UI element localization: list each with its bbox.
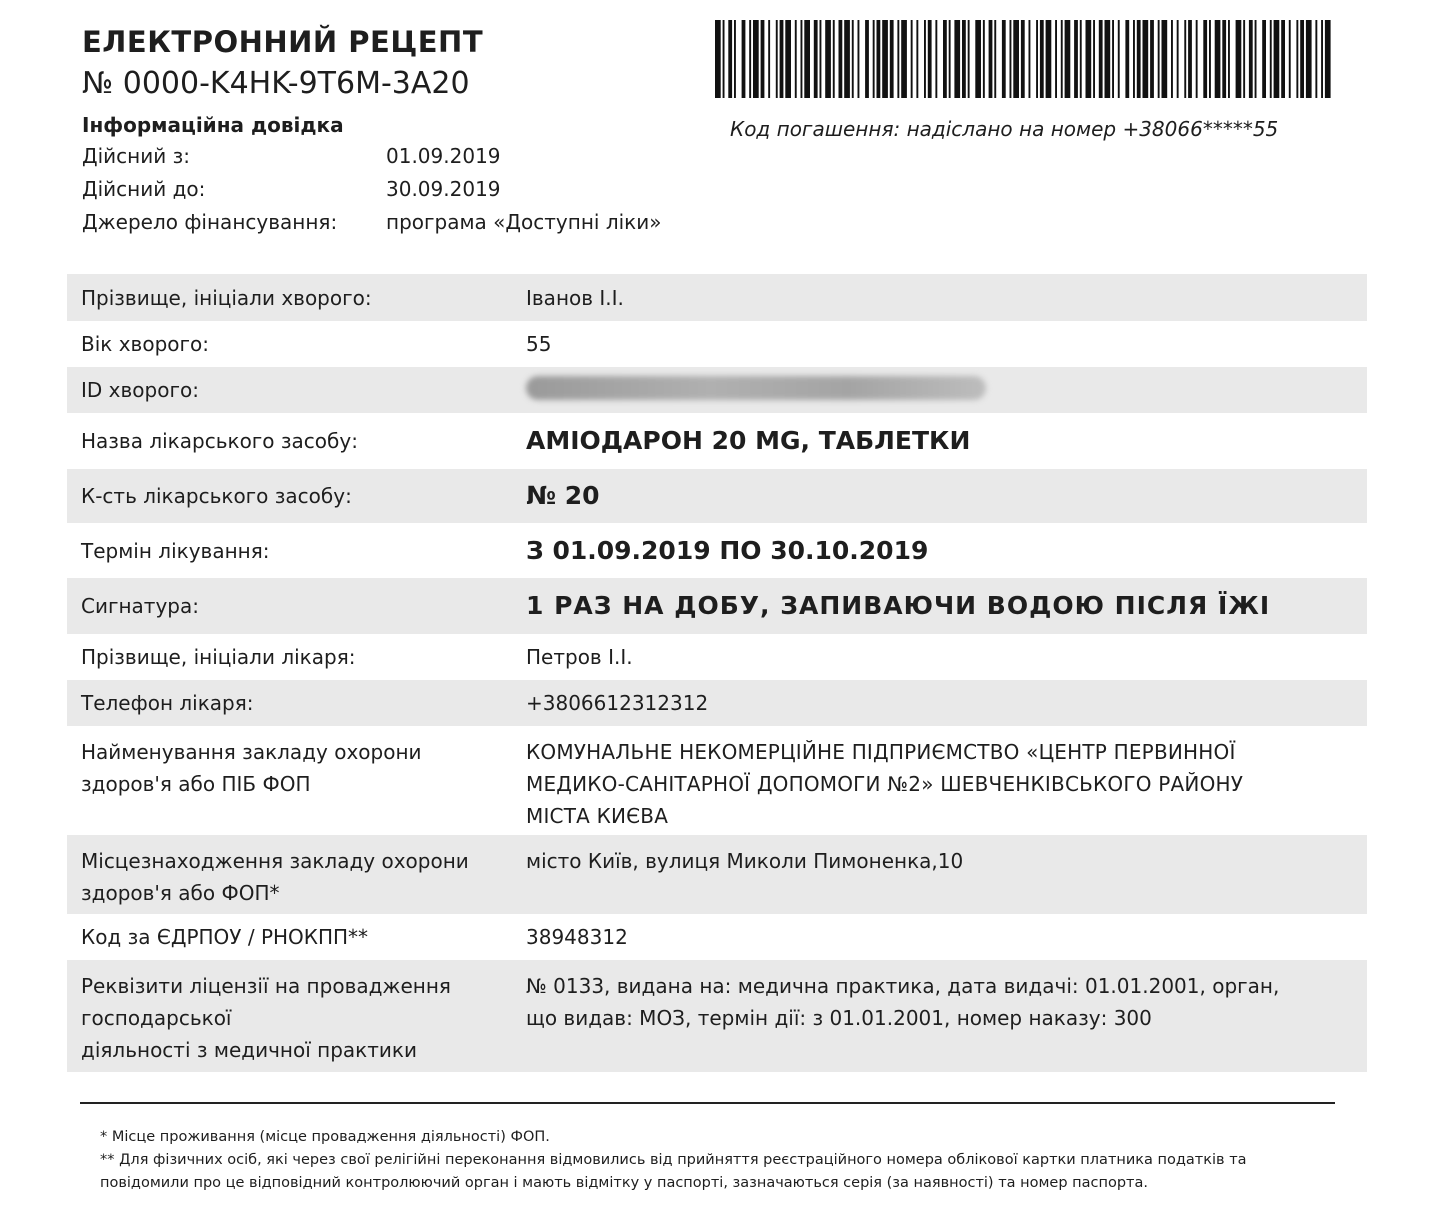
document-header — [82, 22, 722, 239]
row-label: ID хворого: — [81, 378, 199, 402]
label-line: здоров'я або ПІБ ФОП — [81, 772, 311, 796]
row-value: № 20 — [526, 481, 600, 510]
value-line: МІСТА КИЄВА — [526, 804, 669, 828]
row-label: К-сть лікарського засобу: — [81, 484, 352, 508]
label-line: Найменування закладу охорони — [81, 740, 422, 764]
info-label: Дійсний до: — [82, 177, 206, 201]
row-value: АМІОДАРОН 20 MG, ТАБЛЕТКИ — [526, 426, 971, 455]
row-value: Петров І.І. — [526, 645, 633, 669]
row-label: Телефон лікаря: — [81, 691, 254, 715]
info-label: Дійсний з: — [82, 144, 190, 168]
footnote-2-line-2: повідомили про це відповідний контролюючий орган і мають відмітку у паспорті, зазначаються серія (за наявності) та номер паспорта. — [100, 1175, 1148, 1191]
row-value: +3806612312312 — [526, 691, 709, 715]
table-row — [67, 960, 1367, 1072]
value-line: МЕДИКО-САНІТАРНОЇ ДОПОМОГИ №2» ШЕВЧЕНКІВСЬКОГО РАЙОНУ — [526, 772, 1244, 796]
info-value: 30.09.2019 — [386, 177, 501, 201]
redacted-patient-id — [526, 376, 986, 400]
redeem-code-text: Код погашення: надіслано на номер +38066*****55 — [730, 117, 1279, 141]
info-row-funding — [82, 206, 722, 239]
prescription-number: № 0000-K4HK-9T6M-3A20 — [82, 66, 470, 101]
footnote-1: * Місце проживання (місце провадження діяльності) ФОП. — [100, 1129, 550, 1145]
table-row — [67, 321, 1367, 367]
value-line: КОМУНАЛЬНЕ НЕКОМЕРЦІЙНЕ ПІДПРИЄМСТВО «ЦЕНТР ПЕРВИННОЇ — [526, 740, 1236, 764]
table-row — [67, 914, 1367, 960]
row-value: 55 — [526, 332, 552, 356]
table-row — [67, 413, 1367, 469]
row-value — [526, 970, 1353, 1072]
label-line: діяльності з медичної практики — [81, 1038, 417, 1062]
row-value: 38948312 — [526, 925, 628, 949]
footnote-divider — [80, 1102, 1335, 1104]
label-line: здоров'я або ФОП* — [81, 881, 280, 905]
table-row — [67, 578, 1367, 634]
row-value: Іванов І.І. — [526, 285, 624, 310]
row-label: Вік хворого: — [81, 332, 209, 356]
info-heading: Інформаційна довідка — [82, 113, 344, 137]
row-value: місто Київ, вулиця Миколи Пимоненка,10 — [526, 849, 964, 873]
info-row-valid-from — [82, 140, 722, 173]
row-label: Сигнатура: — [81, 594, 199, 618]
label-line: Місцезнаходження закладу охорони — [81, 849, 469, 873]
table-row — [67, 523, 1367, 578]
table-row — [67, 469, 1367, 523]
row-label: Код за ЄДРПОУ / РНОКПП** — [81, 925, 369, 949]
table-row — [67, 634, 1367, 680]
row-label: Прізвище, ініціали лікаря: — [81, 645, 356, 669]
label-line: господарської — [81, 1006, 232, 1030]
row-label: Термін лікування: — [81, 538, 270, 563]
value-line: № 0133, видана на: медична практика, дата видачі: 01.01.2001, орган, — [526, 974, 1280, 998]
info-row-valid-to — [82, 173, 722, 206]
label-line: Реквізити ліцензії на провадження — [81, 974, 451, 998]
row-value: 1 РАЗ НА ДОБУ, ЗАПИВАЮЧИ ВОДОЮ ПІСЛЯ ЇЖІ — [526, 591, 1271, 620]
row-value — [526, 372, 1353, 409]
table-row — [67, 726, 1367, 835]
info-label: Джерело фінансування: — [82, 210, 338, 234]
footnote-2-line-1: ** Для фізичних осіб, які через свої релігійні переконання відмовились від прийняття реєстраційного номера облікової картки платника податків та — [100, 1152, 1247, 1168]
document-title: ЕЛЕКТРОННИЙ РЕЦЕПТ — [82, 25, 484, 59]
info-value: програма «Доступні ліки» — [386, 210, 662, 234]
table-row — [67, 835, 1367, 914]
row-label — [81, 970, 526, 1072]
table-row — [67, 274, 1367, 321]
row-label — [81, 736, 526, 835]
row-label: Назва лікарського засобу: — [81, 429, 358, 453]
table-row — [67, 680, 1367, 726]
row-label: Прізвище, ініціали хворого: — [81, 285, 372, 310]
info-value: 01.09.2019 — [386, 144, 501, 168]
row-value: З 01.09.2019 ПО 30.10.2019 — [526, 535, 929, 565]
footnotes — [100, 1126, 1330, 1195]
prescription-table — [67, 274, 1367, 1072]
table-row — [67, 367, 1367, 413]
row-value — [526, 736, 1353, 835]
row-label — [81, 845, 526, 914]
value-line: що видав: МОЗ, термін дії: з 01.01.2001, номер наказу: 300 — [526, 1006, 1152, 1030]
barcode-icon — [715, 20, 1333, 98]
